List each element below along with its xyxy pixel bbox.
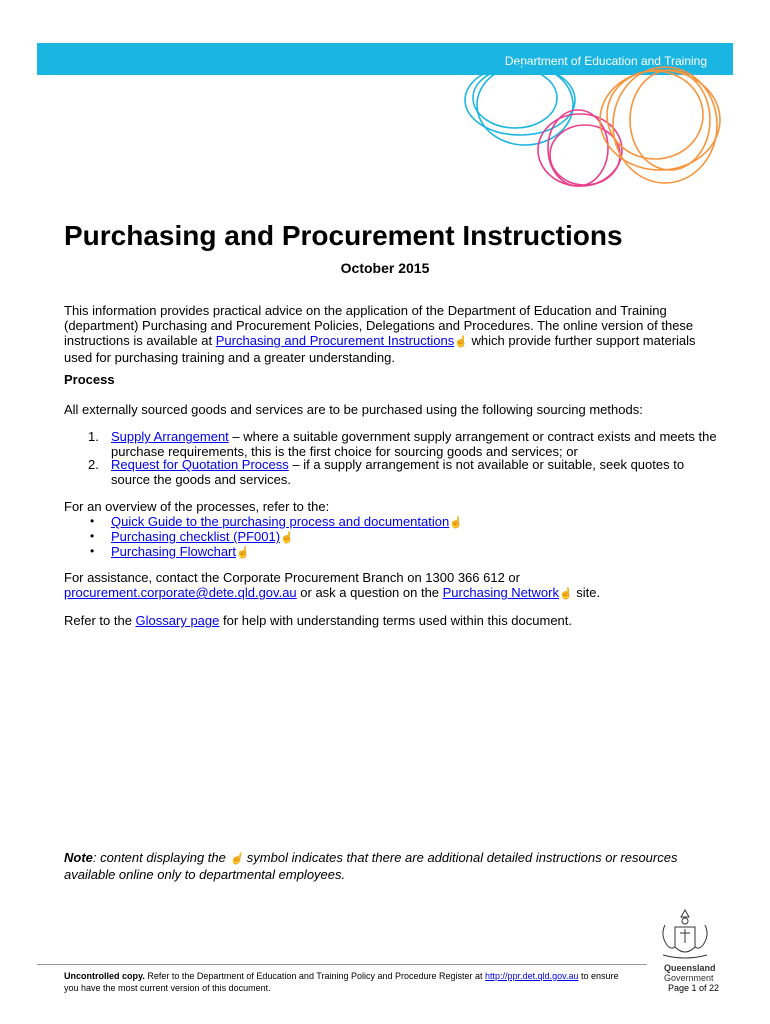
process-text: All externally sourced goods and services are to be purchased using the following sourcing methods: [64,402,643,417]
instructions-link[interactable]: Purchasing and Procurement Instructions [215,333,455,348]
intro-text-2: which provide further support materials used for purchasing training and a greater understanding. [64,333,696,365]
supply-arrangement-link[interactable]: Supply Arrangement [111,429,229,444]
note-text-1: : content displaying the [92,850,230,865]
method-number-2: 2. [88,457,99,472]
glossary-text-1: Refer to the [64,613,136,628]
ppr-register-link[interactable]: http://ppr.det.qld.gov.au [485,971,579,981]
queensland-government-wordmark [664,963,716,983]
footer-text-3: you have the most current version of this document. [64,983,271,993]
hand-pointer-icon: ☝ [449,517,463,529]
note-label: Note [64,850,93,865]
glossary-paragraph [64,613,724,628]
footer-text-1: Refer to the Department of Education and Training Policy and Procedure Register at [144,971,486,981]
hand-pointer-icon: ☝ [454,336,468,348]
hand-pointer-icon: ☝ [558,588,573,600]
method-text-1: – where a suitable government supply arrangement or contract exists and meets the purchase requirements, this is the first choice for sourcing goods and services; or [111,429,717,459]
method-item-1 [111,429,726,459]
intro-paragraph [64,303,724,365]
footer-divider [37,964,647,965]
bullet-icon: • [90,544,95,558]
purchasing-checklist-link[interactable]: Purchasing checklist (PF001) [111,529,281,544]
purchasing-network-link[interactable]: Purchasing Network [442,585,559,600]
assistance-text-2: or ask a question on the [296,585,443,600]
rfq-process-link[interactable]: Request for Quotation Process [111,457,289,472]
footer-text-2: to ensure [578,971,619,981]
assistance-text-1: For assistance, contact the Corporate Procurement Branch on 1300 366 612 or [64,570,520,585]
purchasing-flowchart-link[interactable]: Purchasing Flowchart [111,544,236,559]
bullet-icon: • [90,514,95,528]
method-text-2: – if a supply arrangement is not available or suitable, seek quotes to source the goods and services. [111,457,685,487]
assistance-text-3: site. [572,585,601,600]
overview-text: For an overview of the processes, refer to the: [64,499,330,514]
document-date: October 2015 [340,260,430,276]
gov-wordmark-line-2: Government [664,973,714,983]
decorative-scribble-graphic [440,60,740,200]
method-number-1: 1. [88,429,99,444]
intro-text-1: This information provides practical advice on the application of the Department of Education and Training (department) Purchasing and Procurement Policies, Delegations and Procedures. The online version of these instructions is available at [64,303,694,348]
hand-pointer-icon: ☝ [280,532,294,544]
method-item-2 [111,457,726,487]
process-heading: Process [64,372,115,387]
note-paragraph [64,850,724,882]
quick-guide-link[interactable]: Quick Guide to the purchasing process and documentation [111,514,450,529]
document-title: Purchasing and Procurement Instructions [64,220,623,251]
bullet-icon: • [90,529,95,543]
page-number: Page 1 of 22 [668,983,720,993]
hand-pointer-icon: ☝ [229,853,244,865]
hand-pointer-icon: ☝ [236,547,250,559]
overview-item-3 [111,544,726,561]
note-text-2: symbol indicates that there are additional detailed instructions or resources available online only to departmental employees. [64,850,678,882]
assistance-paragraph [64,570,724,602]
department-name: Department of Education and Training [504,54,707,68]
procurement-email-link[interactable]: procurement.corporate@dete.qld.gov.au [64,585,297,600]
glossary-link[interactable]: Glossary page [135,613,220,628]
footer-notice [64,970,664,994]
gov-wordmark-line-1: Queensland [664,963,716,973]
glossary-text-2: for help with understanding terms used within this document. [219,613,573,628]
footer-bold: Uncontrolled copy. [64,971,145,981]
